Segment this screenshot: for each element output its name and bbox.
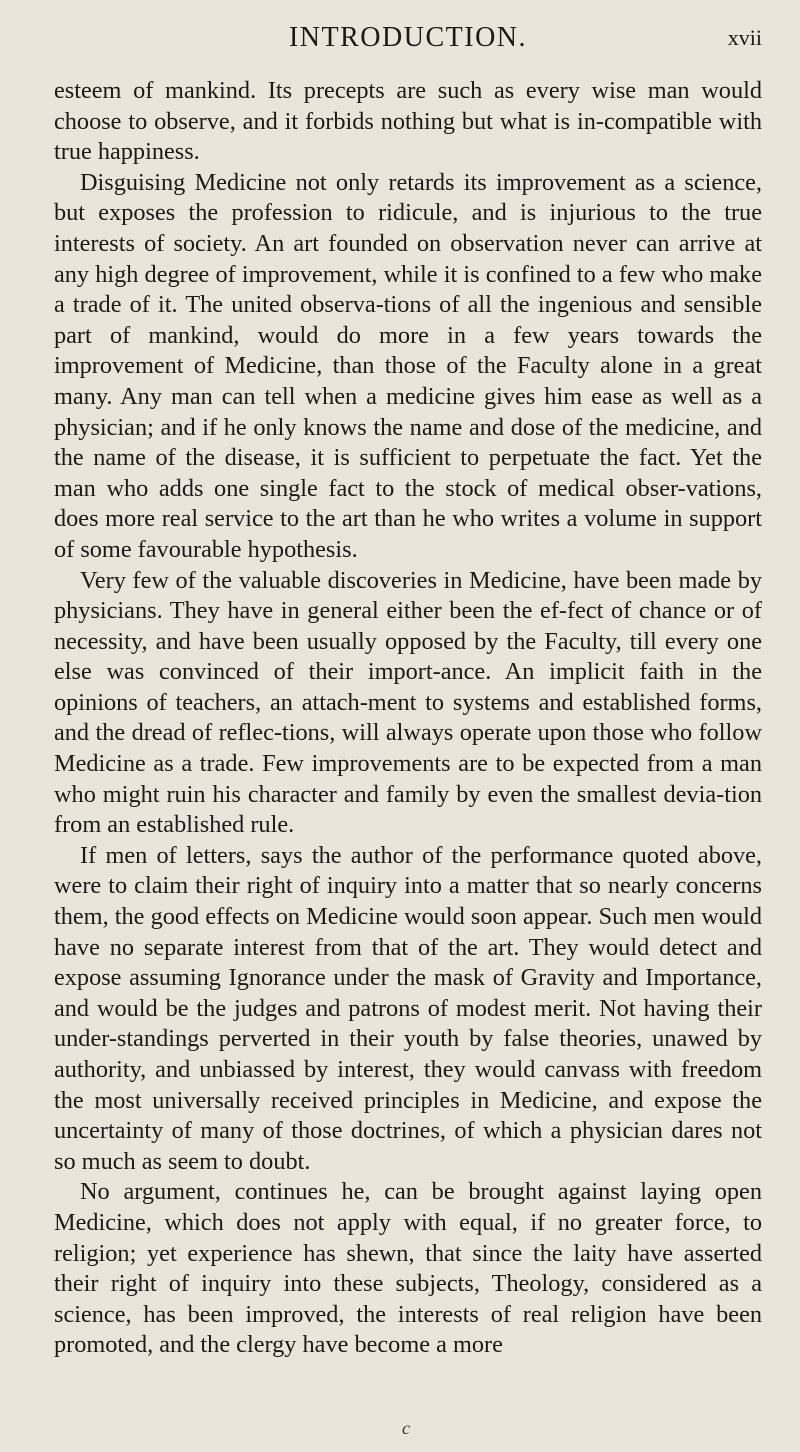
running-head [54, 18, 762, 58]
page-number: xvii [727, 25, 762, 50]
paragraph-no-argument: No argument, continues he, can be brought against laying open Medicine, which does not apply with equal, if no greater force, to religion; yet experience has shewn, that since the laity have asserted their right of inquiry into these subjects, Theology, considered as a science, has been improved, the interests of real religion have been promoted, and the clergy have become a more [54, 1178, 762, 1359]
paragraph-valuable-discoveries: Very few of the valuable discoveries in Medicine, have been made by physicians. They have in general either been the ef-fect of chance or of necessity, and have been usually opposed by the Faculty, till every one else was convinced of their import-ance. An implicit faith in the opinions of teachers, an attach-ment to systems and established forms, and the dread of reflec-tions, will always operate upon those who follow Medicine as a trade. Few improvements are to be expected from a man who might ruin his character and family by even the smallest devia-tion from an established rule. [54, 566, 762, 839]
paragraph-men-of-letters: If men of letters, says the author of the performance quoted above, were to claim their right of inquiry into a matter that so nearly concerns them, the good effects on Medicine would soon appear. Such men would have no separate interest from that of the art. They would detect and expose assuming Ignorance under the mask of Gravity and Importance, and would be the judges and patrons of modest merit. Not having their under-standings perverted in their youth by false theories, unawed by authority, and unbiassed by interest, they would canvass with freedom the most universally received principles in Medicine, and expose the uncertainty of many of those doctrines, of which a physician dares not so much as seem to doubt. [54, 841, 762, 1175]
signature-mark: c [402, 1418, 410, 1438]
running-title: INTRODUCTION. [288, 22, 528, 53]
body-text [54, 76, 762, 1361]
paragraph-continuation: esteem of mankind. Its precepts are such as every wise man would choose to observe, and it forbids nothing but what is in-compatible with true happiness. [54, 77, 762, 166]
paragraph-disguising-medicine: Disguising Medicine not only retards its improvement as a science, but exposes the profession to ridicule, and is injurious to the true interests of society. An art founded on observation never can arrive at any high degree of improvement, while it is confined to a few who make a trade of it. The united observa-tions of all the ingenious and sensible part of mankind, would do more in a few years towards the improvement of Medicine, than those of the Faculty alone in a great many. Any man can tell when a medicine gives him ease as well as a physician; and if he only knows the name and dose of the medicine, and the name of the disease, it is sufficient to perpetuate the fact. Yet the man who adds one single fact to the stock of medical obser-vations, does more real service to the art than he who writes a volume in support of some favourable hypothesis. [54, 168, 762, 563]
